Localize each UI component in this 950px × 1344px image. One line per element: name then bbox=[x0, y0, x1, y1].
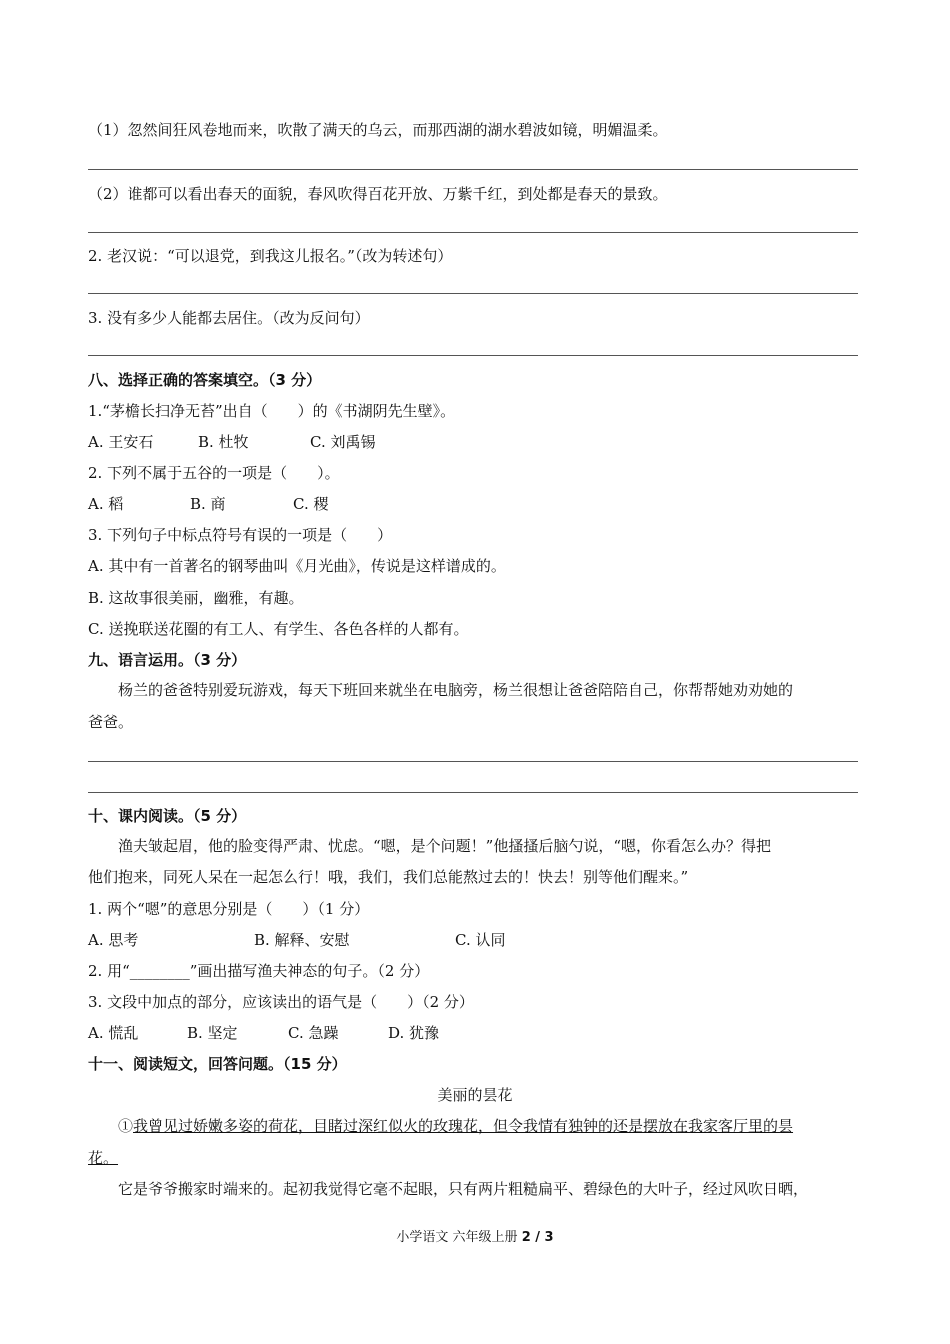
q8-item-2: 2. 下列不属于五谷的一项是（ ）。 bbox=[88, 464, 340, 482]
q10-item-3: 3. 文段中加点的部分，应该读出的语气是（ ）（2 分） bbox=[88, 993, 474, 1011]
q8-item-3-option-a: A. 其中有一首著名的钢琴曲叫《月光曲》，传说是这样谱成的。 bbox=[88, 557, 506, 575]
q11-heading: 十一、阅读短文，回答问题。（15 分） bbox=[88, 1055, 347, 1073]
answer-line bbox=[88, 355, 858, 356]
q8-item-1: 1.“茅檐长扫净无苔”出自（ ）的《书湖阴先生壁》。 bbox=[88, 402, 456, 420]
answer-line bbox=[88, 169, 858, 170]
q9-heading: 九、语言运用。（3 分） bbox=[88, 651, 247, 669]
q8-item-2-option-b: B. 商 bbox=[190, 495, 226, 513]
q8-item-3: 3. 下列句子中标点符号有误的一项是（ ） bbox=[88, 526, 393, 544]
underlined-sentence-end: 花。 bbox=[88, 1149, 119, 1167]
q10-heading: 十、课内阅读。（5 分） bbox=[88, 807, 247, 825]
q8-item-2-option-c: C. 稷 bbox=[293, 495, 329, 513]
q10-item-3-option-b: B. 坚定 bbox=[187, 1024, 238, 1042]
paragraph-number: ① bbox=[118, 1117, 134, 1135]
q8-heading: 八、选择正确的答案填空。（3 分） bbox=[88, 371, 322, 389]
q8-item-3-option-b: B. 这故事很美丽，幽雅，有趣。 bbox=[88, 589, 304, 607]
q7-sentence-1: （1）忽然间狂风卷地而来，吹散了满天的乌云，而那西湖的湖水碧波如镜，明媚温柔。 bbox=[88, 121, 668, 139]
q7-item-2: 2. 老汉说：“可以退党，到我这儿报名。”（改为转述句） bbox=[88, 247, 453, 265]
q11-paragraph-1-line-2 bbox=[88, 1148, 118, 1168]
q8-item-1-option-a: A. 王安石 bbox=[88, 433, 154, 451]
q8-item-1-option-b: B. 杜牧 bbox=[198, 433, 249, 451]
q10-item-1-option-b: B. 解释、安慰 bbox=[254, 931, 350, 949]
q11-paragraph-2-line-1: 它是爷爷搬家时端来的。起初我觉得它毫不起眼，只有两片粗糙扁平、碧绿色的大叶子，经过风吹日晒， bbox=[118, 1180, 809, 1198]
q10-passage-line-1: 渔夫皱起眉，他的脸变得严肃、忧虑。“嗯，是个问题！”他搔搔后脑勺说，“嗯，你看怎么办？得把 bbox=[118, 837, 772, 855]
q10-item-3-option-a: A. 慌乱 bbox=[88, 1024, 139, 1042]
footer-text: 小学语文 六年级上册 bbox=[396, 1230, 522, 1245]
q8-item-3-option-c: C. 送挽联送花圈的有工人、有学生、各色各样的人都有。 bbox=[88, 620, 469, 638]
q11-paragraph-1-line-1 bbox=[118, 1116, 793, 1136]
q10-passage-line-2: 他们抱来，同死人呆在一起怎么行！哦，我们，我们总能熬过去的！快去！别等他们醒来。” bbox=[88, 868, 689, 886]
q10-item-1-option-a: A. 思考 bbox=[88, 931, 139, 949]
answer-line bbox=[88, 232, 858, 233]
answer-line bbox=[88, 761, 858, 762]
q7-item-3: 3. 没有多少人能都去居住。（改为反问句） bbox=[88, 309, 370, 327]
q10-item-1: 1. 两个“嗯”的意思分别是（ ）（1 分） bbox=[88, 900, 370, 918]
q8-item-1-option-c: C. 刘禹锡 bbox=[310, 433, 376, 451]
answer-line bbox=[88, 293, 858, 294]
q10-item-3-option-c: C. 急躁 bbox=[288, 1024, 339, 1042]
answer-line bbox=[88, 792, 858, 793]
underlined-sentence: 我曾见过娇嫩多姿的荷花，目睹过深红似火的玫瑰花，但令我情有独钟的还是摆放在我家客厅里的昙 bbox=[133, 1117, 794, 1135]
q7-sentence-2: （2）谁都可以看出春天的面貌，春风吹得百花开放、万紫千红，到处都是春天的景致。 bbox=[88, 185, 668, 203]
q9-paragraph-line-1: 杨兰的爸爸特别爱玩游戏，每天下班回来就坐在电脑旁，杨兰很想让爸爸陪陪自己，你帮帮她劝劝她的 bbox=[118, 681, 794, 699]
page-footer bbox=[0, 1226, 950, 1245]
q10-item-1-option-c: C. 认同 bbox=[455, 931, 506, 949]
q10-item-2: 2. 用“________”画出描写渔夫神态的句子。（2 分） bbox=[88, 962, 430, 980]
page-number: 2 / 3 bbox=[521, 1230, 554, 1245]
q9-paragraph-line-2: 爸爸。 bbox=[88, 713, 134, 731]
q8-item-2-option-a: A. 稻 bbox=[88, 495, 124, 513]
passage-title: 美丽的昙花 bbox=[437, 1086, 513, 1104]
q10-item-3-option-d: D. 犹豫 bbox=[388, 1024, 440, 1042]
